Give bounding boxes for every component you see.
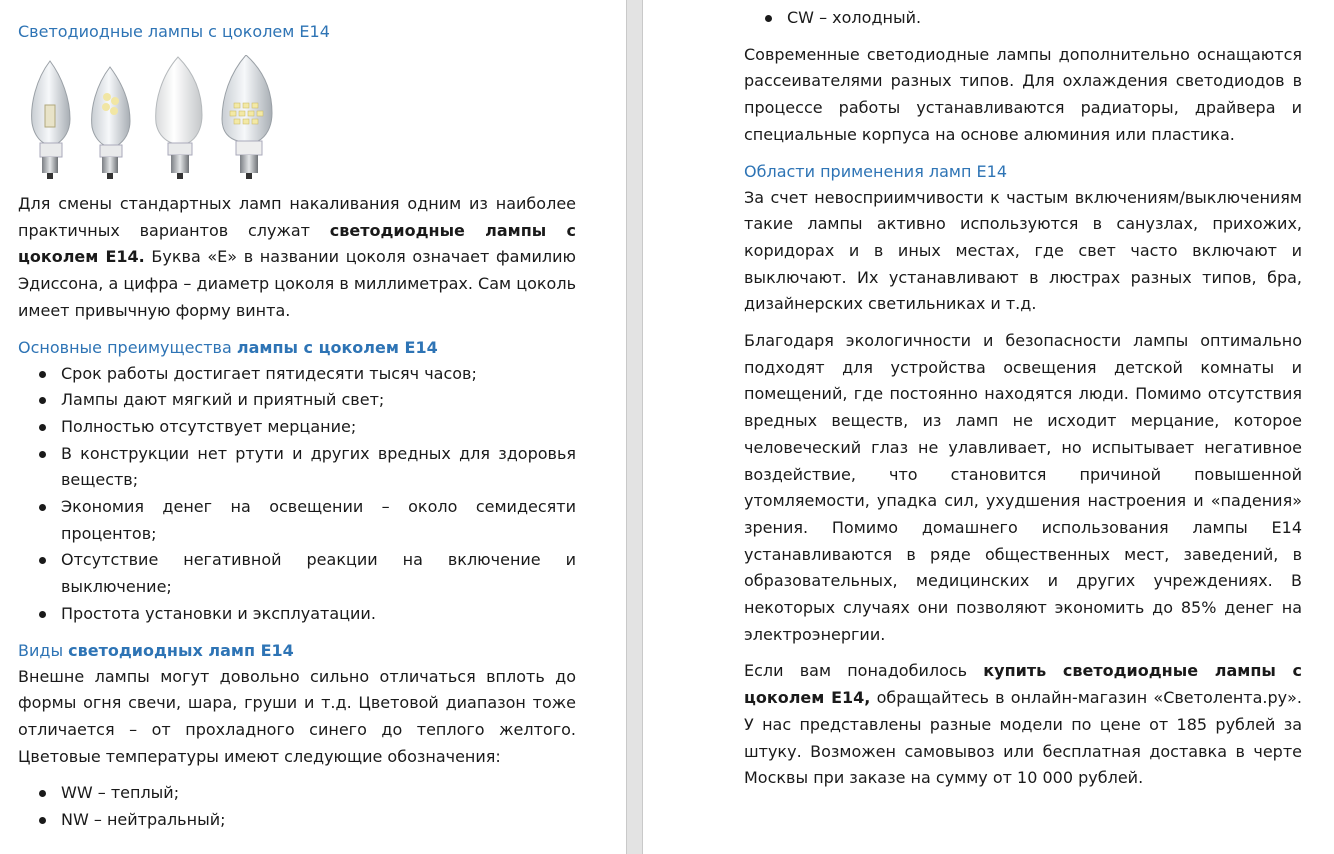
document-page-right (643, 0, 1334, 854)
list-item: CW – холодный. (787, 5, 1302, 32)
bulb-clear-1 (32, 61, 70, 179)
e14-led-bulbs-image (18, 55, 576, 183)
intro-part1: Для смены стандартных ламп накаливания одним из наиболее практичных вариантов служат (18, 194, 576, 240)
document-page-left (0, 0, 626, 854)
list-item: Срок работы достигает пятидесяти тысяч часов; (61, 361, 576, 388)
modern-paragraph: Современные светодиодные лампы дополнительно оснащаются рассеивателями разных типов. Для охлаждения светодиодов в процессе работы устанавливаются радиаторы, драйвера и специальные корпуса на основе алюминия или пластика. (744, 44, 1302, 144)
heading-advantages-bold: лампы с цоколем Е14 (236, 337, 438, 357)
temperature-list-right (744, 5, 1302, 32)
bulb-frosted (156, 57, 202, 179)
temperature-list-left (18, 780, 576, 833)
list-item: WW – теплый; (61, 780, 576, 807)
intro-bold: светодиодные лампы с цоколем Е14. (18, 220, 577, 267)
list-item: Отсутствие негативной реакции на включение и выключение; (61, 547, 576, 600)
list-item: Полностью отсутствует мерцание; (61, 414, 576, 441)
list-item: Простота установки и эксплуатации. (61, 601, 576, 628)
heading-kinds (18, 638, 576, 664)
list-item: Экономия денег на освещении – около семидесяти процентов; (61, 494, 576, 547)
page-gap (626, 0, 643, 854)
heading-kinds-plain: Виды (18, 640, 69, 660)
heading-led-e14: Светодиодные лампы с цоколем Е14 (18, 22, 330, 41)
intro-part2: Буква «Е» в названии цоколя означает фамилию Эдиссона, а цифра – диаметр цоколя в миллиметрах. Сам цоколь имеет привычную форму винта. (18, 247, 577, 320)
buy-paragraph (744, 658, 1302, 792)
areas-paragraph-1: За счет невосприимчивости к частым включениям/выключениям такие лампы активно используются в санузлах, прихожих, коридорах и в иных местах, где свет часто включают и выключают. Их устанавливают в люстрах разных типов, бра, дизайнерских светильниках и т.д. (744, 187, 1302, 314)
heading-advantages-plain: Основные преимущества (18, 337, 237, 357)
buy-part2: обращайтесь в онлайн-магазин «Светолента.ру». У нас представлены разные модели по цене от 185 рублей за штуку. Возможен самовывоз или бесплатная доставка в черте Москвы при заказе на сумму от 10 000 рублей. (744, 688, 1302, 788)
kinds-paragraph: Внешне лампы могут довольно сильно отличаться вплоть до формы огня свечи, шара, груши и т.д. Цветовой диапазон тоже отличается – от прохладного синего до теплого желтого. Цветовые температуры имеют следующие обозначения: (18, 666, 576, 766)
buy-bold: купить светодиодные лампы с цоколем Е14, (744, 661, 1303, 708)
advantages-list (18, 361, 576, 628)
list-item: NW – нейтральный; (61, 807, 576, 834)
intro-paragraph (18, 191, 576, 325)
buy-part1: Если вам понадобилось (744, 661, 984, 681)
areas-paragraph-2: Благодаря экологичности и безопасности лампы оптимально подходят для устройства освещения детской комнаты и помещений, где постоянно находятся люди. Помимо отсутствия вредных веществ, из ламп не исходит мерцание, которое человеческий глаз не улавливает, но испытывает негативное воздействие, что становится причиной повышенной утомляемости, упадка сил, ухудшения настроения и «падения» зрения. Помимо домашнего использования лампы Е14 устанавливаются в ряде общественных мест, заведений, в образовательных, медицинских и других учреждениях. В некоторых случаях они позволяют экономить до 85% денег на электроэнергии. (744, 331, 1302, 644)
left-column (18, 19, 576, 834)
bulb-clear-smd (222, 55, 272, 179)
heading-kinds-bold: светодиодных ламп Е14 (68, 640, 294, 660)
list-item: В конструкции нет ртути и других вредных для здоровья веществ; (61, 441, 576, 494)
heading-areas: Области применения ламп Е14 (744, 161, 1008, 181)
list-item: Лампы дают мягкий и приятный свет; (61, 387, 576, 414)
right-column (744, 5, 1302, 792)
heading-advantages (18, 335, 576, 361)
bulb-clear-2 (92, 67, 130, 179)
